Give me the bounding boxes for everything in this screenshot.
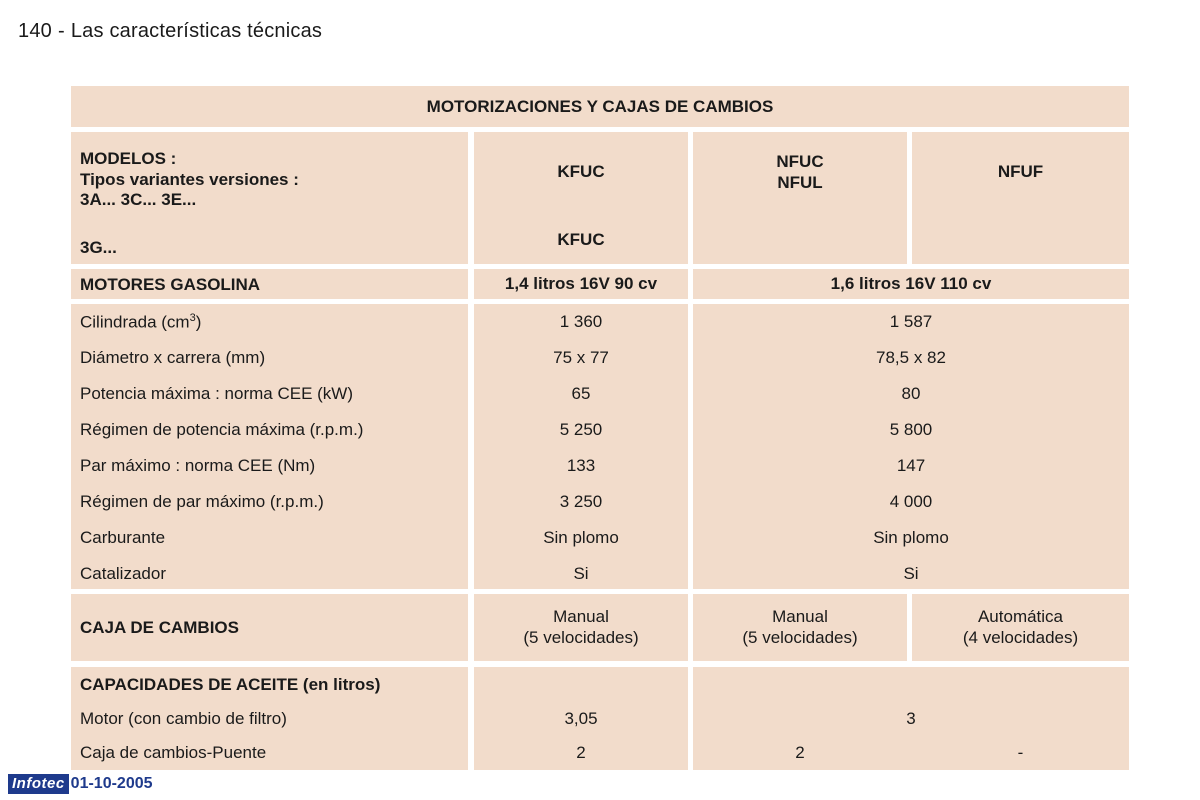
model-nful: NFUL bbox=[777, 173, 823, 192]
spec-value-1: 65 bbox=[571, 384, 591, 403]
engines-col1-cell bbox=[474, 269, 688, 299]
models-label-cell bbox=[71, 132, 468, 264]
spec-value-2: 1 587 bbox=[889, 312, 933, 331]
table-title-cell bbox=[71, 86, 1129, 127]
specs-label-cell bbox=[71, 304, 468, 589]
model-kfuc: KFUC bbox=[557, 162, 605, 181]
oil-gearbox-label: Caja de cambios-Puente bbox=[80, 743, 267, 762]
gearbox-col1-type: Manual bbox=[553, 607, 609, 626]
oil-label-cell bbox=[71, 667, 468, 770]
spec-label-text: Régimen de potencia máxima (r.p.m.) bbox=[80, 420, 364, 439]
footer bbox=[8, 774, 153, 794]
page-title: Las características técnicas bbox=[70, 20, 323, 42]
spec-value-2: 78,5 x 82 bbox=[876, 348, 946, 367]
spec-label-superscript: 3 bbox=[189, 312, 196, 324]
oil-engine-value-1: 3,05 bbox=[564, 709, 598, 728]
engines-label-cell bbox=[71, 269, 468, 299]
gearbox-col2-speeds: (5 velocidades) bbox=[742, 628, 858, 647]
spec-label bbox=[80, 564, 166, 584]
gearbox-col2-type: Manual bbox=[772, 607, 828, 626]
spec-label bbox=[80, 348, 265, 368]
engine-1-6: 1,6 litros 16V 110 cv bbox=[830, 274, 992, 293]
spec-label-text: Cilindrada (cm bbox=[80, 312, 190, 332]
gearbox-col1-speeds: (5 velocidades) bbox=[523, 628, 639, 647]
spec-value-2: 5 800 bbox=[889, 420, 933, 439]
oil-gearbox-value-3: - bbox=[1017, 743, 1024, 762]
spec-value-1: Sin plomo bbox=[543, 528, 619, 547]
models-col2-cell bbox=[693, 132, 907, 264]
models-col3-cell bbox=[912, 132, 1129, 264]
spec-value-2: 80 bbox=[901, 384, 921, 403]
spec-value-1: 5 250 bbox=[559, 420, 603, 439]
gearbox-label-cell bbox=[71, 594, 468, 661]
spec-value-2: 4 000 bbox=[889, 492, 933, 511]
oil-gearbox-value-2: 2 bbox=[795, 743, 805, 762]
gearbox-col3-speeds: (4 velocidades) bbox=[962, 628, 1079, 647]
oil-col2-cell bbox=[693, 667, 1129, 770]
spec-value-2: 147 bbox=[896, 456, 926, 475]
gearbox-col2-cell bbox=[693, 594, 907, 661]
spec-label-tail: ) bbox=[195, 312, 202, 332]
spec-label bbox=[80, 456, 315, 476]
spec-value-2: Sin plomo bbox=[873, 528, 949, 547]
spec-value-1: 75 x 77 bbox=[553, 348, 609, 367]
oil-label: CAPACIDADES DE ACEITE (en litros) bbox=[80, 675, 381, 694]
models-variants-label: Tipos variantes versiones : bbox=[80, 170, 299, 189]
spec-label-text: Diámetro x carrera (mm) bbox=[80, 348, 266, 367]
oil-engine-label: Motor (con cambio de filtro) bbox=[80, 709, 287, 728]
oil-gearbox-value-1: 2 bbox=[576, 743, 586, 762]
oil-col1-cell bbox=[474, 667, 688, 770]
spec-label-text: Potencia máxima : norma CEE (kW) bbox=[80, 384, 354, 403]
engines-col2-cell bbox=[693, 269, 1129, 299]
engine-1-4: 1,4 litros 16V 90 cv bbox=[504, 274, 658, 293]
spec-value-1: Si bbox=[573, 564, 589, 583]
page-number: 140 bbox=[18, 20, 52, 42]
specs-col2-cell bbox=[693, 304, 1129, 589]
spec-value-1: 3 250 bbox=[559, 492, 603, 511]
spec-label bbox=[80, 528, 165, 548]
gearbox-col3-cell bbox=[912, 594, 1129, 661]
models-label: MODELOS : bbox=[80, 149, 177, 168]
model-nfuf: NFUF bbox=[997, 162, 1044, 181]
spec-label-text: Par máximo : norma CEE (Nm) bbox=[80, 456, 316, 475]
model-kfuc-3g: KFUC bbox=[557, 230, 605, 249]
specs-col1-cell bbox=[474, 304, 688, 589]
model-nfuc: NFUC bbox=[776, 152, 824, 171]
infotec-logo: Infotec bbox=[8, 774, 69, 794]
gearbox-label: CAJA DE CAMBIOS bbox=[80, 618, 239, 637]
oil-engine-value-2: 3 bbox=[906, 709, 916, 728]
spec-value-1: 133 bbox=[566, 456, 596, 475]
engines-label: MOTORES GASOLINA bbox=[80, 275, 261, 294]
models-col1-cell bbox=[474, 132, 688, 264]
gearbox-col3-type: Automática bbox=[977, 607, 1064, 626]
spec-label-text: Catalizador bbox=[80, 564, 166, 583]
footer-date: 01-10-2005 bbox=[70, 775, 153, 792]
spec-label-text: Carburante bbox=[80, 528, 166, 547]
spec-label bbox=[80, 492, 324, 512]
spec-label bbox=[80, 420, 363, 440]
spec-label bbox=[80, 384, 353, 404]
page-header bbox=[18, 20, 322, 43]
table-title: MOTORIZACIONES Y CAJAS DE CAMBIOS bbox=[426, 96, 774, 116]
spec-value-1: 1 360 bbox=[559, 312, 603, 331]
models-versions-3a: 3A... 3C... 3E... bbox=[80, 190, 197, 209]
models-versions-3g: 3G... bbox=[80, 238, 117, 257]
spec-label-text: Régimen de par máximo (r.p.m.) bbox=[80, 492, 324, 511]
header-separator: - bbox=[57, 20, 65, 42]
spec-label bbox=[80, 312, 201, 333]
spec-value-2: Si bbox=[903, 564, 919, 583]
gearbox-col1-cell bbox=[474, 594, 688, 661]
